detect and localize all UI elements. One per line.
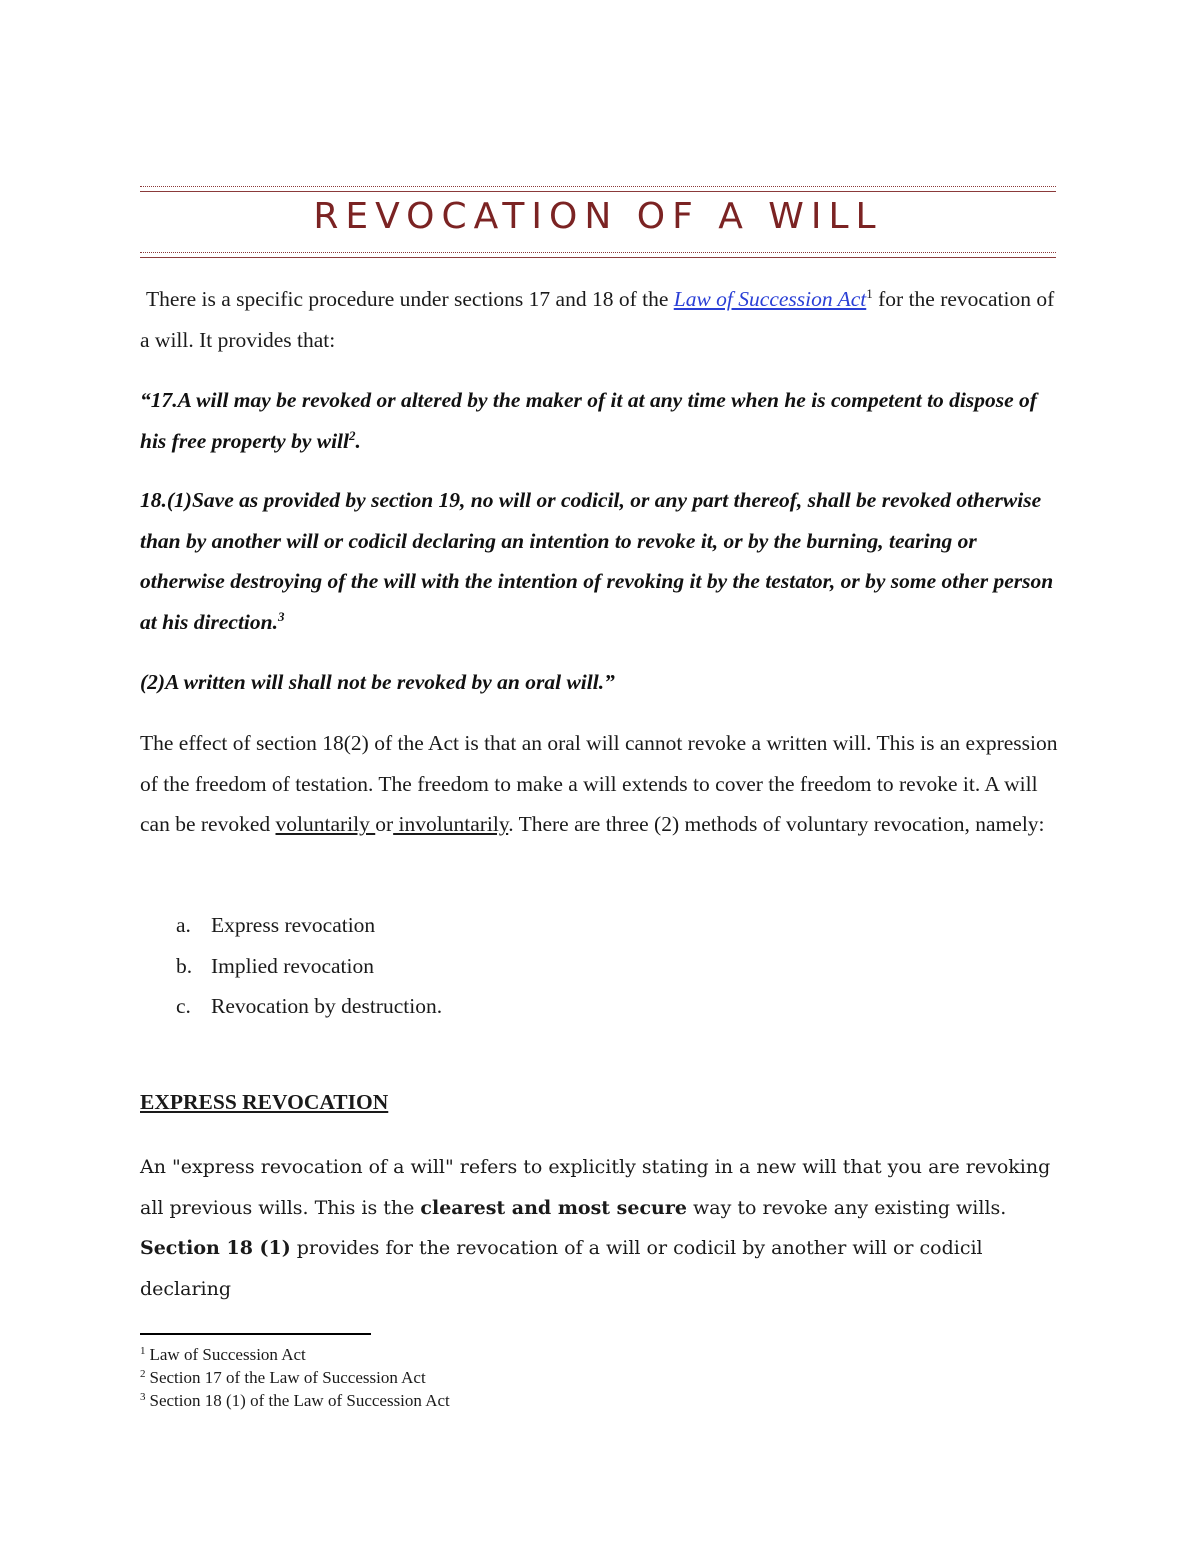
or-word: or — [375, 812, 394, 836]
intro-text-2: for the revocation of a will. It provides that: — [140, 287, 1055, 352]
list-item — [176, 986, 876, 1027]
footnotes — [140, 1343, 450, 1412]
footnote-text: Law of Succession Act — [149, 1345, 306, 1364]
footnote — [140, 1343, 450, 1366]
footnote-text: Section 17 of the Law of Succession Act — [149, 1368, 426, 1387]
express-bold-1: clearest and most secure — [420, 1196, 687, 1219]
footnote-ref-3[interactable]: 3 — [277, 608, 285, 624]
voluntarily-term: voluntarily — [275, 812, 376, 836]
list-item — [176, 946, 876, 987]
list-marker: a. — [176, 913, 191, 937]
title-rule-bottom — [140, 252, 1056, 258]
footnote-ref-1[interactable]: 1 — [866, 286, 873, 301]
list-item-label: Express revocation — [211, 913, 376, 937]
express-revocation-paragraph — [140, 1147, 1060, 1309]
footnote-ref-2[interactable]: 2 — [349, 427, 356, 443]
list-item — [176, 905, 876, 946]
revocation-methods-list — [176, 905, 876, 1027]
footnote-separator — [140, 1333, 371, 1335]
list-marker: b. — [176, 953, 193, 978]
involuntarily-term: involuntarily — [393, 812, 509, 836]
list-marker: c. — [176, 994, 191, 1018]
intro-text-1: There is a specific procedure under sections 17 and 18 of the — [146, 287, 674, 311]
intro-paragraph — [140, 279, 1060, 360]
quote-section-18-2: (2)A written will shall not be revoked by an oral will.” — [140, 670, 615, 694]
effect-text-2: . There are three (2) methods of voluntary revocation, namely: — [508, 812, 1045, 836]
quote-section-17 — [140, 380, 1060, 461]
effect-text-1: The effect of section 18(2) of the Act is that an oral will cannot revoke a written will. This is an expression of the freedom of testation. The freedom to make a will extends to cover the freedom to revoke it. A will can be revoked — [140, 731, 1058, 836]
express-bold-2: Section 18 (1) — [140, 1237, 291, 1259]
list-item-label: Revocation by destruction. — [211, 994, 443, 1018]
footnote-number: 3 — [140, 1391, 146, 1403]
express-revocation-heading: EXPRESS REVOCATION — [140, 1090, 389, 1114]
quote-section-18-1 — [140, 480, 1060, 642]
footnote — [140, 1366, 450, 1389]
express-text-3: provides for the revocation of a will or codicil by another will or codicil declaring — [140, 1237, 983, 1300]
quote-17-end: . — [355, 428, 361, 453]
effect-paragraph — [140, 723, 1060, 845]
quote-17-text: “17.A will may be revoked or altered by the maker of it at any time when he is competent to dispose of his free property by will — [140, 388, 1037, 453]
footnote-text: Section 18 (1) of the Law of Succession Act — [149, 1391, 450, 1410]
quote-18-1-text: 18.(1)Save as provided by section 19, no will or codicil, or any part thereof, shall be revoked otherwise than by another will or codicil declaring an intention to revoke it, or by the burning, tearing or otherwise destroying of the will with the intention of revoking it by the testator, or by some other person at his direction. — [140, 488, 1054, 634]
express-text-2: way to revoke any existing wills. — [686, 1196, 1007, 1219]
footnote-number: 2 — [140, 1368, 146, 1380]
title-rule-top — [140, 186, 1056, 192]
footnote — [140, 1389, 450, 1412]
page-title: REVOCATION OF A WILL — [313, 196, 883, 237]
law-of-succession-act-link[interactable]: Law of Succession Act — [673, 287, 867, 311]
list-item-label: Implied revocation — [211, 953, 374, 978]
express-text-1: An "express revocation of a will" refers to explicitly stating in a new will that you are revoking all previous wills. This is the — [140, 1156, 1051, 1219]
footnote-number: 1 — [140, 1345, 146, 1357]
